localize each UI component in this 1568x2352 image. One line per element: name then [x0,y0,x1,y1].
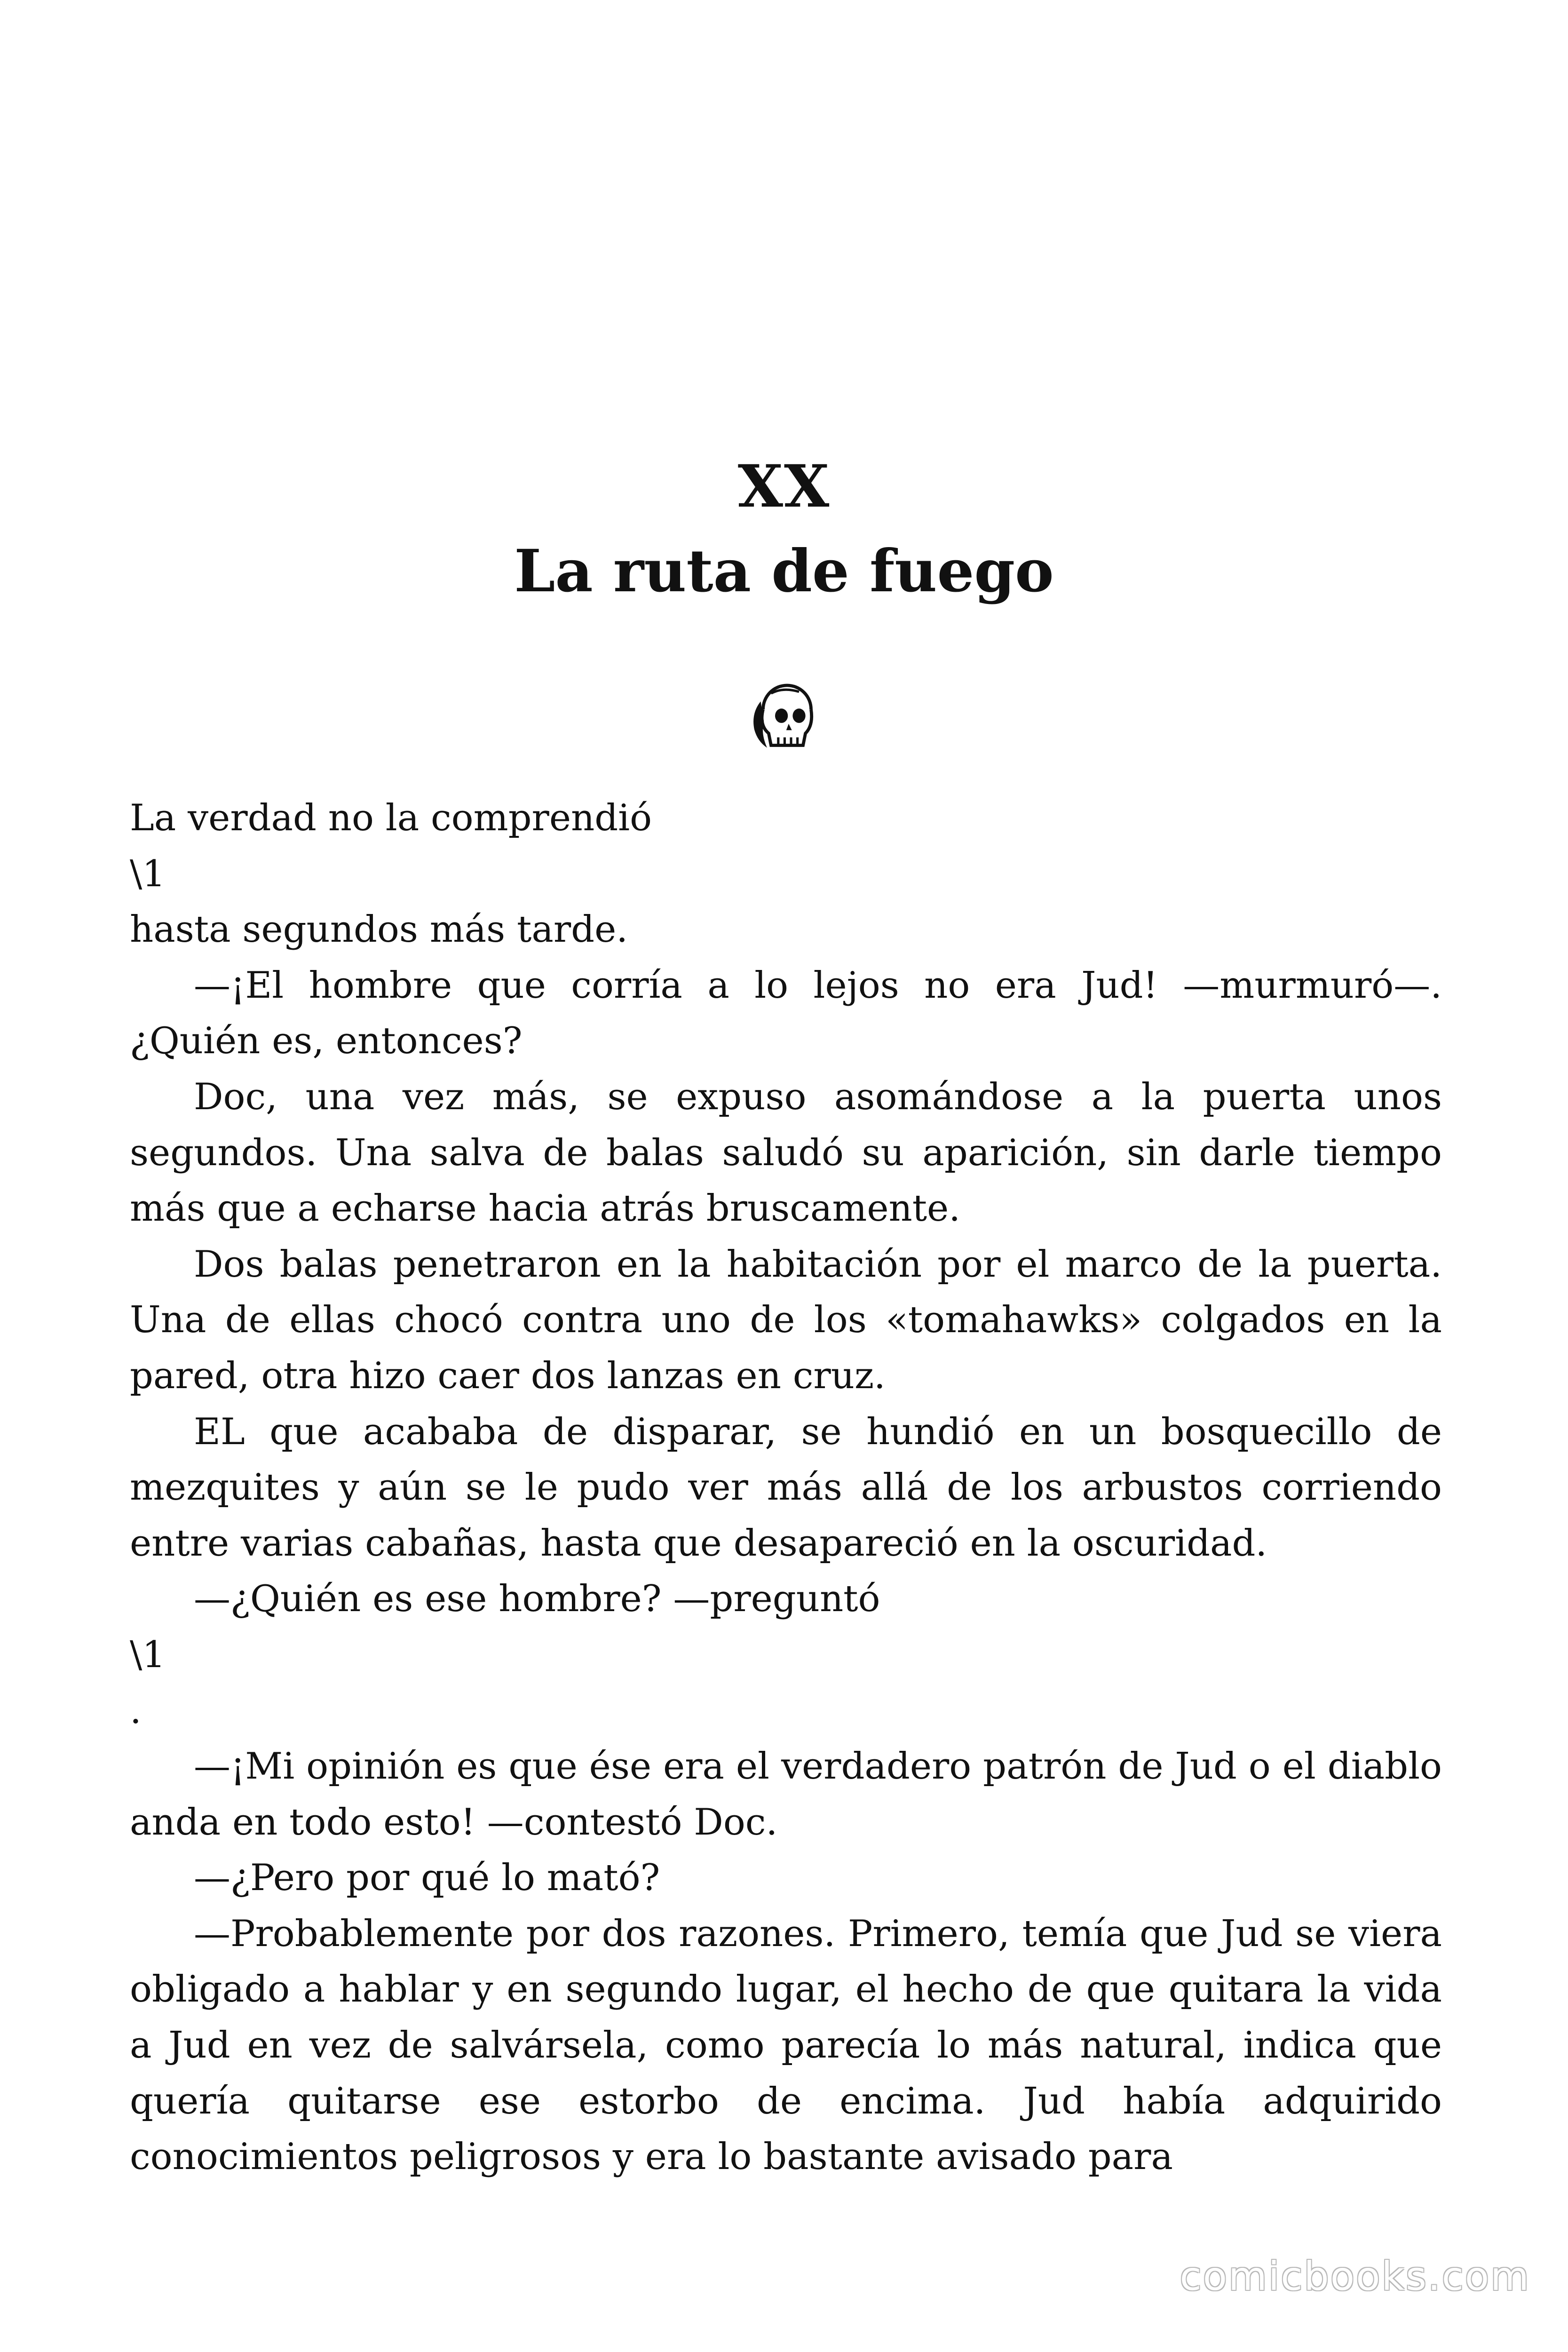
paragraph: —¡El hombre que corría a lo lejos no era Jud! —murmuró—. ¿Quién es, entonces? [130,964,1442,1063]
paragraph: —¡Mi opinión es que ése era el verdadero patrón de Jud o el diablo anda en todo esto! —contestó Doc. [130,1745,1442,1843]
paragraph: Dos balas penetraron en la habitación por el marco de la puerta. Una de ellas chocó contra uno de los «tomahawks» colgados en la pared, otra hizo caer dos lanzas en cruz. [130,1243,1442,1397]
paragraph: —¿Pero por qué lo mató? [194,1857,660,1899]
paragraph: \1 [130,1633,166,1676]
chapter-title: La ruta de fuego [514,537,1054,605]
paragraph: Doc, una vez más, se expuso asomándose a la puerta unos segundos. Una salva de balas saludó su aparición, sin darle tiempo más que a echarse hacia atrás bruscamente. [130,1075,1442,1230]
skull-icon [743,677,823,757]
watermark: comicbooks.com [1180,2253,1530,2299]
paragraph: EL que acababa de disparar, se hundió en un bosquecillo de mezquites y aún se le pudo ver más allá de los arbustos corriendo entre varias cabañas, hasta que desapareció en la oscuridad. [130,1410,1442,1565]
chapter-number: XX [737,453,831,521]
paragraph: —Probablemente por dos razones. Primero, temía que Jud se viera obligado a hablar y en segundo lugar, el hecho de que quitara la vida a Jud en vez de salvársela, como parecía lo más natural, indica que quería quitarse ese estorbo de encima. Jud había adquirido conocimientos peligrosos y era lo bastante avisado para [130,1912,1442,2178]
paragraph: La verdad no la comprendió [130,797,652,839]
paragraph: hasta segundos más tarde. [130,908,628,951]
paragraph: \1 [130,852,166,895]
chapter-body [130,790,1442,2185]
paragraph: . [130,1689,142,1732]
paragraph: —¿Quién es ese hombre? —preguntó [194,1578,880,1621]
